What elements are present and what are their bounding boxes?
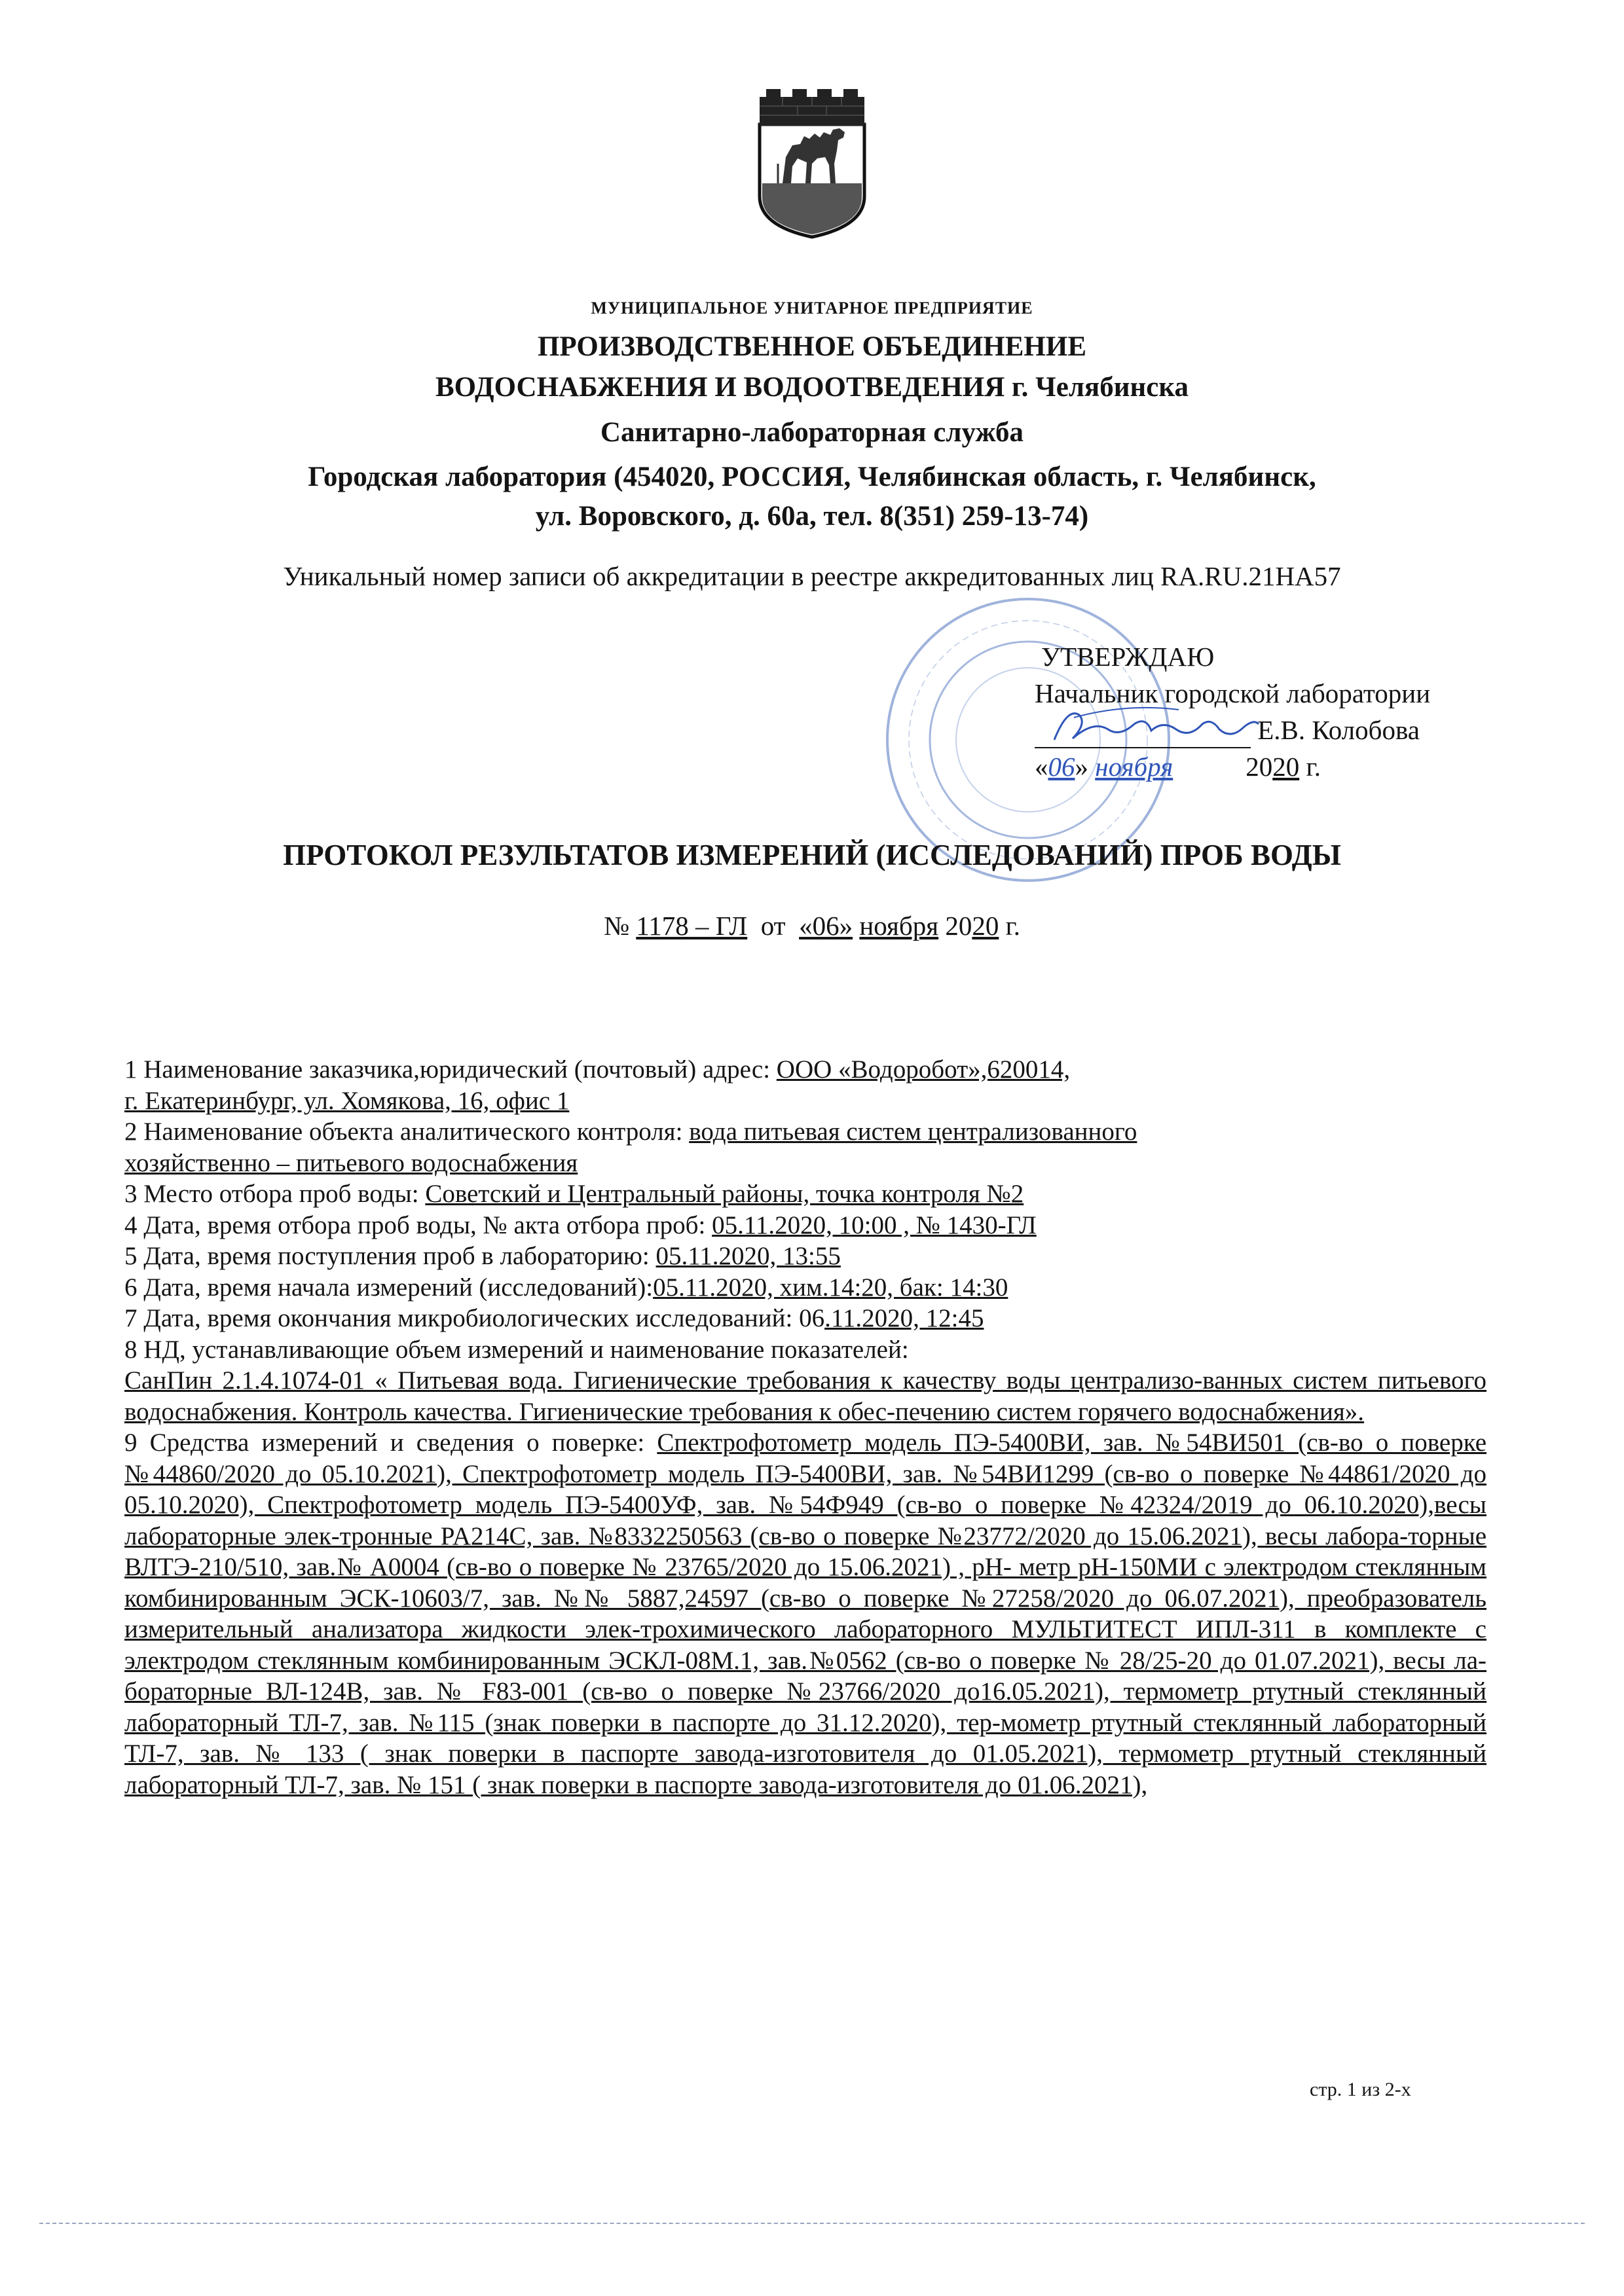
handwritten-signature: [1048, 701, 1264, 753]
protocol-year-a: 20: [945, 911, 972, 941]
protocol-number: 1178 – ГЛ: [636, 911, 748, 941]
item-5: [124, 1241, 1486, 1272]
item-2-value-1: вода питьевая систем централизованного: [689, 1118, 1137, 1146]
item-2: [124, 1116, 1486, 1148]
item-8-label: 8 НД, устанавливающие объем измерений и наименование показателей:: [124, 1335, 909, 1364]
item-2-value-2: хозяйственно – питьевого водоснабжения: [124, 1148, 578, 1177]
item-6-value: 05.11.2020, хим.14:20, бак: 14:30: [653, 1273, 1008, 1302]
item-4-label: 4 Дата, время отбора проб воды, № акта отбора проб:: [124, 1211, 706, 1239]
page-number: стр. 1 из 2-х: [1310, 2079, 1411, 2100]
protocol-year-b: 20: [972, 911, 999, 941]
org-type: МУНИЦИПАЛЬНОЕ УНИТАРНОЕ ПРЕДПРИЯТИЕ: [591, 299, 1033, 318]
item-2-label: 2 Наименование объекта аналитического контроля:: [124, 1118, 683, 1146]
approval-year-suffix: 20: [1272, 752, 1300, 782]
protocol-year-unit: г.: [1005, 911, 1021, 941]
protocol-month: ноября: [859, 911, 939, 941]
item-7: [124, 1303, 1486, 1334]
item-8-value: СанПин 2.1.4.1074-01 « Питьевая вода. Гигиенические требования к качеству воды централизо-ванных систем питьевого водоснабжения. Контроль качества. Гигиенические требования к обес-печению систем горячего водоснабжения».: [124, 1366, 1486, 1426]
coat-of-arms-emblem: [747, 85, 877, 242]
item-9: [124, 1427, 1486, 1800]
item-1-value-2: г. Екатеринбург, ул. Хомякова, 16, офис 1: [124, 1086, 570, 1115]
approval-year-prefix: 20: [1246, 752, 1273, 782]
item-5-value: 05.11.2020, 13:55: [655, 1242, 841, 1270]
scan-edge-line: [39, 2223, 1585, 2224]
item-2-continued: [124, 1148, 1486, 1179]
protocol-number-line: [0, 910, 1624, 941]
lab-service: Санитарно-лабораторная служба: [600, 417, 1024, 448]
approval-position: Начальник городской лаборатории: [1035, 678, 1431, 708]
item-3-label: 3 Место отбора проб воды:: [124, 1180, 419, 1208]
accreditation-number: Уникальный номер записи об аккредитации в реестре аккредитованных лиц RA.RU.21HA57: [283, 561, 1341, 591]
item-3: [124, 1178, 1486, 1210]
item-6-label: 6 Дата, время начала измерений (исследований):: [124, 1273, 654, 1302]
lab-address-line-1: Городская лаборатория (454020, РОССИЯ, Челябинская область, г. Челябинск,: [308, 462, 1316, 492]
approval-month: ноября: [1095, 752, 1173, 782]
item-1-continued: [124, 1085, 1486, 1117]
item-7-label: 7 Дата, время окончания микробиологических исследований: 06: [124, 1304, 825, 1332]
approval-day: 06: [1048, 752, 1075, 782]
approver-name: Е.В. Колобова: [1257, 715, 1420, 745]
from-word: от: [760, 911, 786, 941]
org-name-line-2: ВОДОСНАБЖЕНИЯ И ВОДООТВЕДЕНИЯ г. Челябинска: [435, 372, 1189, 403]
item-1: [124, 1054, 1486, 1085]
approval-year-unit: г.: [1306, 752, 1321, 782]
protocol-day: «06»: [799, 911, 853, 941]
item-4: [124, 1210, 1486, 1241]
item-9-label: 9 Средства измерений и сведения о поверке:: [124, 1429, 645, 1457]
approval-date-line: «06» ноября 2020 г.: [1035, 748, 1572, 785]
item-1-label: 1 Наименование заказчика,юридический (почтовый) адрес:: [124, 1055, 771, 1084]
item-4-value: 05.11.2020, 10:00 , № 1430-ГЛ: [712, 1211, 1037, 1239]
lab-address-line-2: ул. Воровского, д. 60а, тел. 8(351) 259-13-74): [535, 501, 1089, 532]
item-5-label: 5 Дата, время поступления проб в лабораторию:: [124, 1242, 650, 1270]
item-7-value: .11.2020, 12:45: [824, 1304, 984, 1332]
item-1-value-1: ООО «Водоробот»,620014,: [776, 1055, 1071, 1084]
item-6: [124, 1272, 1486, 1303]
approval-heading: УТВЕРЖДАЮ: [1041, 642, 1215, 672]
item-8: [124, 1334, 1486, 1366]
item-3-value: Советский и Центральный районы, точка контроля №2: [425, 1180, 1024, 1208]
org-name-line-1: ПРОИЗВОДСТВЕННОЕ ОБЪЕДИНЕНИЕ: [537, 331, 1087, 362]
protocol-title: ПРОТОКОЛ РЕЗУЛЬТАТОВ ИЗМЕРЕНИЙ (ИССЛЕДОВАНИЙ) ПРОБ ВОДЫ: [283, 839, 1341, 871]
item-9-value: Спектрофотометр модель ПЭ-5400ВИ, зав. №54ВИ501 (св-во о поверке №44860/2020 до 05.10.2021), Спектрофотометр модель ПЭ-5400ВИ, зав. №54ВИ1299 (св-во о поверке №44861/2020 до 05.10.2020), Спектрофотометр модель ПЭ-5400УФ, зав. №54Ф949 (св-во о поверке №42324/2019 до 06.10.2020),весы лабораторные элек-тронные PA214C, зав. №8332250563 (св-во о поверке №23772/2020 до 15.06.2021), весы лабора-торные ВЛТЭ-210/510, зав.№ А0004 (св-во о поверке № 23765/2020 до 15.06.2021) , рН- метр рН-150МИ с электродом стеклянным комбинированным ЭСК-10603/7, зав. №№ 5887,24597 (св-во о поверке №27258/2020 до 06.07.2021), преобразователь измерительный анализатора жидкости элек-трохимического лабораторного МУЛЬТИТЕСТ ИПЛ-311 в комплекте с электродом стеклянным комбинированным ЭСКЛ-08М.1, зав.№0562 (св-во о поверке № 28/25-20 до 01.07.2021), весы ла-бораторные ВЛ-124В, зав. № F83-001 (св-во о поверке №23766/2020 до16.05.2021), термометр ртутный стеклянный лабораторный ТЛ-7, зав. №115 (знак поверки в паспорте до 31.12.2020), тер-мометр ртутный стеклянный лабораторный ТЛ-7, зав. № 133 ( знак поверки в паспорте завода-изготовителя до 01.05.2021), термометр ртутный стеклянный лабораторный ТЛ-7, зав. № 151 ( знак поверки в паспорте завода-изготовителя до 01.06.2021),: [124, 1429, 1487, 1799]
protocol-items: [124, 1054, 1486, 1800]
number-sign: №: [603, 911, 630, 941]
